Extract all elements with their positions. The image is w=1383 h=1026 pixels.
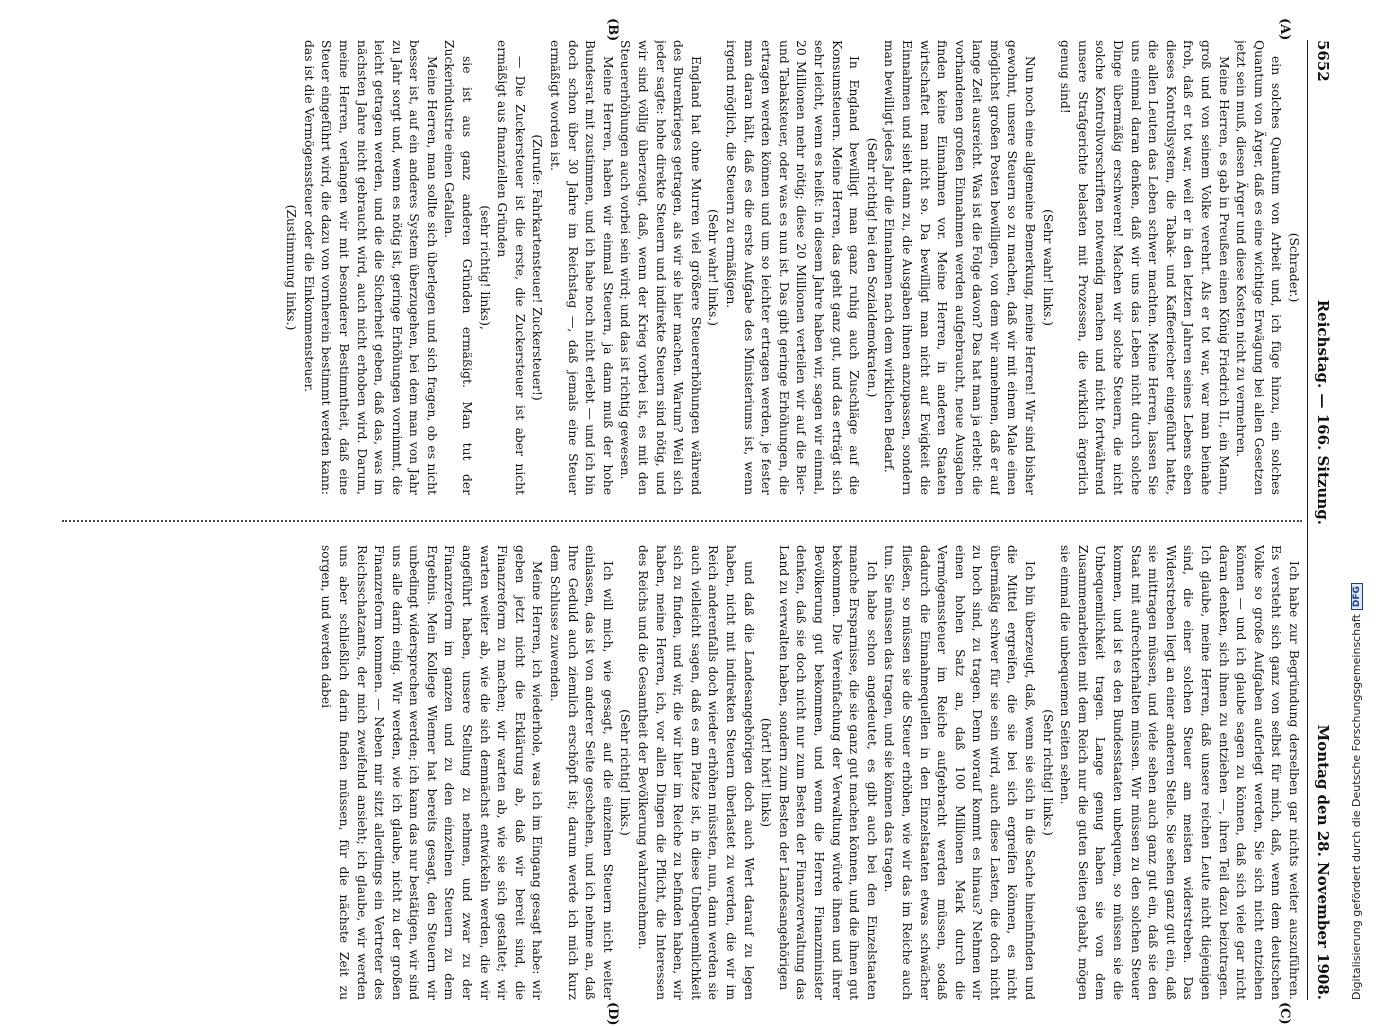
paragraph: In England bewilligt man ganz ruhig auch Zuschläge auf die Konsumsteuern. Meine Herren, das geht ganz gut, und das erträgt sich sehr leicht, wenn es heißt: in diesem Jahre haben wir, sagen wir einmal, 20 Millionen mehr nötig; diese 20 Millionen verteilen wir auf die Bier- und Tabaksteuer, oder was es nun ist. Das gibt geringe Erhöhungen, die ertragen werden können und um so leichter ertragen werden, je fester man daran hält, daß es die erste Aufgabe des Ministeriums ist, wenn irgend möglich, die Steuern zu ermäßigen. bbox=[724, 40, 862, 495]
paragraph: Meine Herren, ich wiederhole, was ich im Eingang gesagt habe: wir geben jetzt nicht die Erklärung ab, daß wir bereit sind, die Finanzreform zu machen; wir warten ab, wie sie sich gestaltet; wir warten weiter ab, wie die sich demnächst entwickeln werden, die wir angeführt haben, unsere Stellung zu nehmen, und zwar zu der Finanzreform im ganzen und zu den einzelnen Steuern zu dem Ergebnis. Mein Kollege Wiemer hat bereits gesagt, den Steuern wir unbedingt widersprechen werden; ich kann das nur bestätigen, wir sind uns alle darin einig. Wir werden, wie ich glaube, nicht zu der großen Finanzreform kommen. — Neben mir sitzt allerdings ein Vertreter des Reichsschatzamts, der mich zweifelnd ansieht; ich glaube, wir werden uns aber schließlich darin finden müssen, für die nächste Zeit zu sorgen, und werden dabei bbox=[319, 545, 545, 1000]
margin-marker-d: (D) bbox=[605, 1002, 620, 1026]
header-rule bbox=[1307, 40, 1308, 1000]
column-divider bbox=[62, 520, 1302, 522]
page-number: 5652 bbox=[1314, 40, 1332, 82]
speaker-name: (Schrader.) bbox=[1287, 232, 1301, 303]
session-title: Reichstag. — 166. Sitzung. bbox=[1314, 299, 1332, 525]
paragraph: Ich habe zur Begründung derselben gar nichts weiter auszuführen. Es versteht sich ganz von selbst für mich, daß, wenn dem deutschen Volke so große Aufgaben auferlegt werden, Sie sich nicht entziehen können — und ich glaube sagen zu können, daß sich viele gar nicht daran denken, sich ihnen zu entziehen —, ihren Teil dazu beizutragen. Ich glaube, meine Herren, daß unsere reichen Leute nicht diejenigen sind, die einer solchen Steuer am meisten widerstreben. Das Widerstreben liegt an einer anderen Stelle. Sie sehen ganz gut ein, daß sie mittragen müssen, und viele sehen auch ganz gut ein, daß sie den Staat mit aufrechterhalten müssen. Wir müssen zu den solchen Steuer kommen, und ist es den Bundesstaaten unbequem, so müssen sie die Unbequemlichkeit tragen. Lange genug haben sie von dem Zusammenarbeiten mit dem Reich nur die guten Seiten gehabt, mögen sie einmal die unbequemen Seiten sehen. bbox=[1058, 545, 1301, 1000]
paragraph: — Die Zuckersteuer ist die erste, die Zuckersteuer ist aber nicht ermäßigt aus finanziellen Gründen bbox=[495, 40, 527, 495]
right-column bbox=[42, 545, 1302, 1000]
paragraph: (Sehr richtig! links.) bbox=[618, 709, 633, 836]
paragraph: (Sehr richtig! bei den Sozialdemokraten.) bbox=[864, 137, 879, 398]
paragraph: Nun noch eine allgemeine Bemerkung, meine Herren! Wir sind bisher gewohnt, unsere Steuern so zu machen, daß wir mit einem Male einen möglichst großen Posten bewilligen, von dem wir annehmen, daß er auf lange Zeit ausreicht. Was ist die Folge davon? Das hat man ja erlebt: die vorhandenen großen Einnahmen werden aufgebraucht, neue Ausgaben finden keine Einnahmen vor. Meine Herren, in anderen Staaten wirtschaftet man nicht so. Da bewilligt man nicht auf Ewigkeit die Einnahmen und sieht dann zu, die Ausgaben ihnen anzupassen, sondern man bewilligt jedes Jahr die Einnahmen nach dem wirklichen Bedarf. bbox=[882, 40, 1038, 495]
paragraph: (Zurufe: Fahrkartensteuer! Zuckersteuer!) bbox=[530, 134, 545, 401]
paragraph: Ich bin überzeugt, daß, wenn sie sich in die Sache hineinfinden und die Mittel ergreifen, die sie bei sich ergreifen können, es nicht übermäßig schwer für sie sein wird, auch diese Lasten, die doch nicht zu hoch sind, zu tragen. Denn worauf kommt es hinaus? Nehmen wir einen hohen Satz an, daß 100 Millionen Mark durch die Vermögenssteuer im Reiche aufgebracht werden müssen, sodaß dadurch die Einnahmequellen in den Einzelstaaten etwas schwächer fließen, so müssen sie die Steuer erhöhen, wie wir das im Reiche auch tun. Sie müssen das tragen, und sie können das tragen. bbox=[882, 545, 1038, 1000]
session-date: Montag den 28. November 1908. bbox=[1314, 724, 1332, 1000]
digitization-note bbox=[1350, 583, 1363, 1000]
margin-marker-b: (B) bbox=[605, 18, 620, 42]
paragraph: sie ist aus ganz anderen Gründen ermäßigt. Man tut der Zuckerindustrie einen Gefallen. bbox=[442, 40, 475, 495]
paragraph: (sehr richtig! links), bbox=[477, 205, 492, 330]
margin-marker-c: (C) bbox=[1277, 1002, 1292, 1025]
paragraph: Meine Herren, man sollte sich überlegen und sich fragen, ob es nicht besser ist, auf ein anderes System überzugehen, bei dem man von Jahr zu Jahr sorgt und, wenn es nötig ist, geringe Erhöhungen vornimmt, die leicht getragen werden, und die die Sicherheit geben, daß das, was im nächsten Jahre nicht gebraucht wird, auch nicht erhoben wird. Darum, meine Herren, verlangen wir mit besonderer Bestimmtheit, daß eine Steuer eingeführt wird, die dazu von vornherein bestimmt werden kann: das ist die Vermögenssteuer oder die Einkommensteuer. bbox=[301, 40, 439, 495]
paragraph: England hat ohne Murren viel größere Steuererhöhungen während des Burenkrieges getragen, als wir sie hier machen. Warum? Weil sich jeder sagte: hohe direkte Steuern und indirekte Steuern sind nötig, und wir sind völlig überzeugt, daß, wenn der Krieg vorbei ist, es mit den Steuererhöhungen auch vorbei sein wird; und das ist richtig gewesen. bbox=[618, 40, 703, 495]
paragraph: Meine Herren, es gab in Preußen einen König Friedrich II., ein Mann, groß und von seinem Volke verehrt. Als er tot war, war man beinahe froh, daß er tot war, weil er in den letzten Jahren seines Lebens eben dieses Kontrollsystem, die Tabak- und Kaffeeriecher eingeführt hatte, die allen Leuten das Leben schwer machten. Meine Herren, lassen Sie uns einmal daran denken, daß wir uns das Leben nicht durch solche Dinge übermäßig erschweren! Machen wir solche Steuern, die nicht solche Kontrollvorschriften notwendig machen und nicht fortwährend unsere Strafgerichte belasten mit Prozessen, die wirklich ärgerlich genug sind! bbox=[1058, 40, 1231, 495]
paragraph: (hört! hört! links) bbox=[759, 717, 774, 828]
paragraph: Ich will mich, wie gesagt, auf die einzelnen Steuern nicht weiter einlassen, das ist von anderer Seite geschehen, und ich nehme an, daß Ihre Geduld auch ziemlich erschöpft ist; darum werde ich mich kurz dem Schlusse zuwenden. bbox=[548, 545, 615, 1000]
paragraph: (Sehr wahr! links.) bbox=[1040, 209, 1055, 326]
paragraph: (Sehr wahr! links.) bbox=[706, 209, 721, 326]
paragraph: (Zustimmung links.) bbox=[284, 204, 299, 331]
paragraph: (Sehr richtig! links.) bbox=[1040, 709, 1055, 836]
digitization-text: Digitalisierung gefördert durch die Deutsche Forschungsgemeinschaft bbox=[1350, 614, 1363, 1000]
paragraph: Ich habe schon angedeutet, es gibt auch bei den Einzelstaaten manche Ersparnisse, die sie ganz gut machen können, und die ihnen gut bekommen. Die Vereinfachung der Verwaltung würde ihnen und ihrer Bevölkerung gut bekommen, und wenn die Herren Finanzminister denken, daß sie doch nicht nur zum Besten der Finanzverwaltung das Land zu verwalten haben, sondern zum Besten der Landesangehörigen bbox=[776, 545, 879, 1000]
document-page bbox=[32, 18, 1332, 1026]
page-header bbox=[1310, 40, 1332, 1000]
paragraph: ein solches Quantum von Arbeit und, ich füge hinzu, ein solches Quantum von Ärger, daß es eine wichtige Erwägung bei allen Gesetzen jetzt sein muß, diesen Ärger und diese Kosten nicht zu vermehren. bbox=[1234, 40, 1284, 495]
margin-marker-a: (A) bbox=[1277, 18, 1292, 41]
dfg-logo-icon: DFG bbox=[1351, 583, 1363, 610]
paragraph: Meine Herren, haben wir einmal Steuern, ja dann muß der hohe Bundesrat mit zustimmen, und ich habe noch nicht erlebt — und ich bin doch schon über 30 Jahre im Reichstag —, daß jemals eine Steuer ermäßigt worden ist. bbox=[548, 40, 615, 495]
paragraph: und daß die Landesangehörigen doch auch Wert darauf zu legen haben, nicht mit indirekten Steuern überlastet zu werden, die wir im Reich anderenfalls doch wieder erhöhen müssten, nun, dann werden sie auch vielleicht sagen, daß es am Platze ist, in diese Unbequemlichkeit sich zu finden, und wir, die wir hier im Reiche zu befinden haben, wir haben, meine Herren, ich, vor allen Dingen die Pflicht, die Interessen des Reichs und die Gesamtheit der Bevölkerung wahrzunehmen. bbox=[636, 545, 756, 1000]
left-column bbox=[42, 40, 1302, 495]
